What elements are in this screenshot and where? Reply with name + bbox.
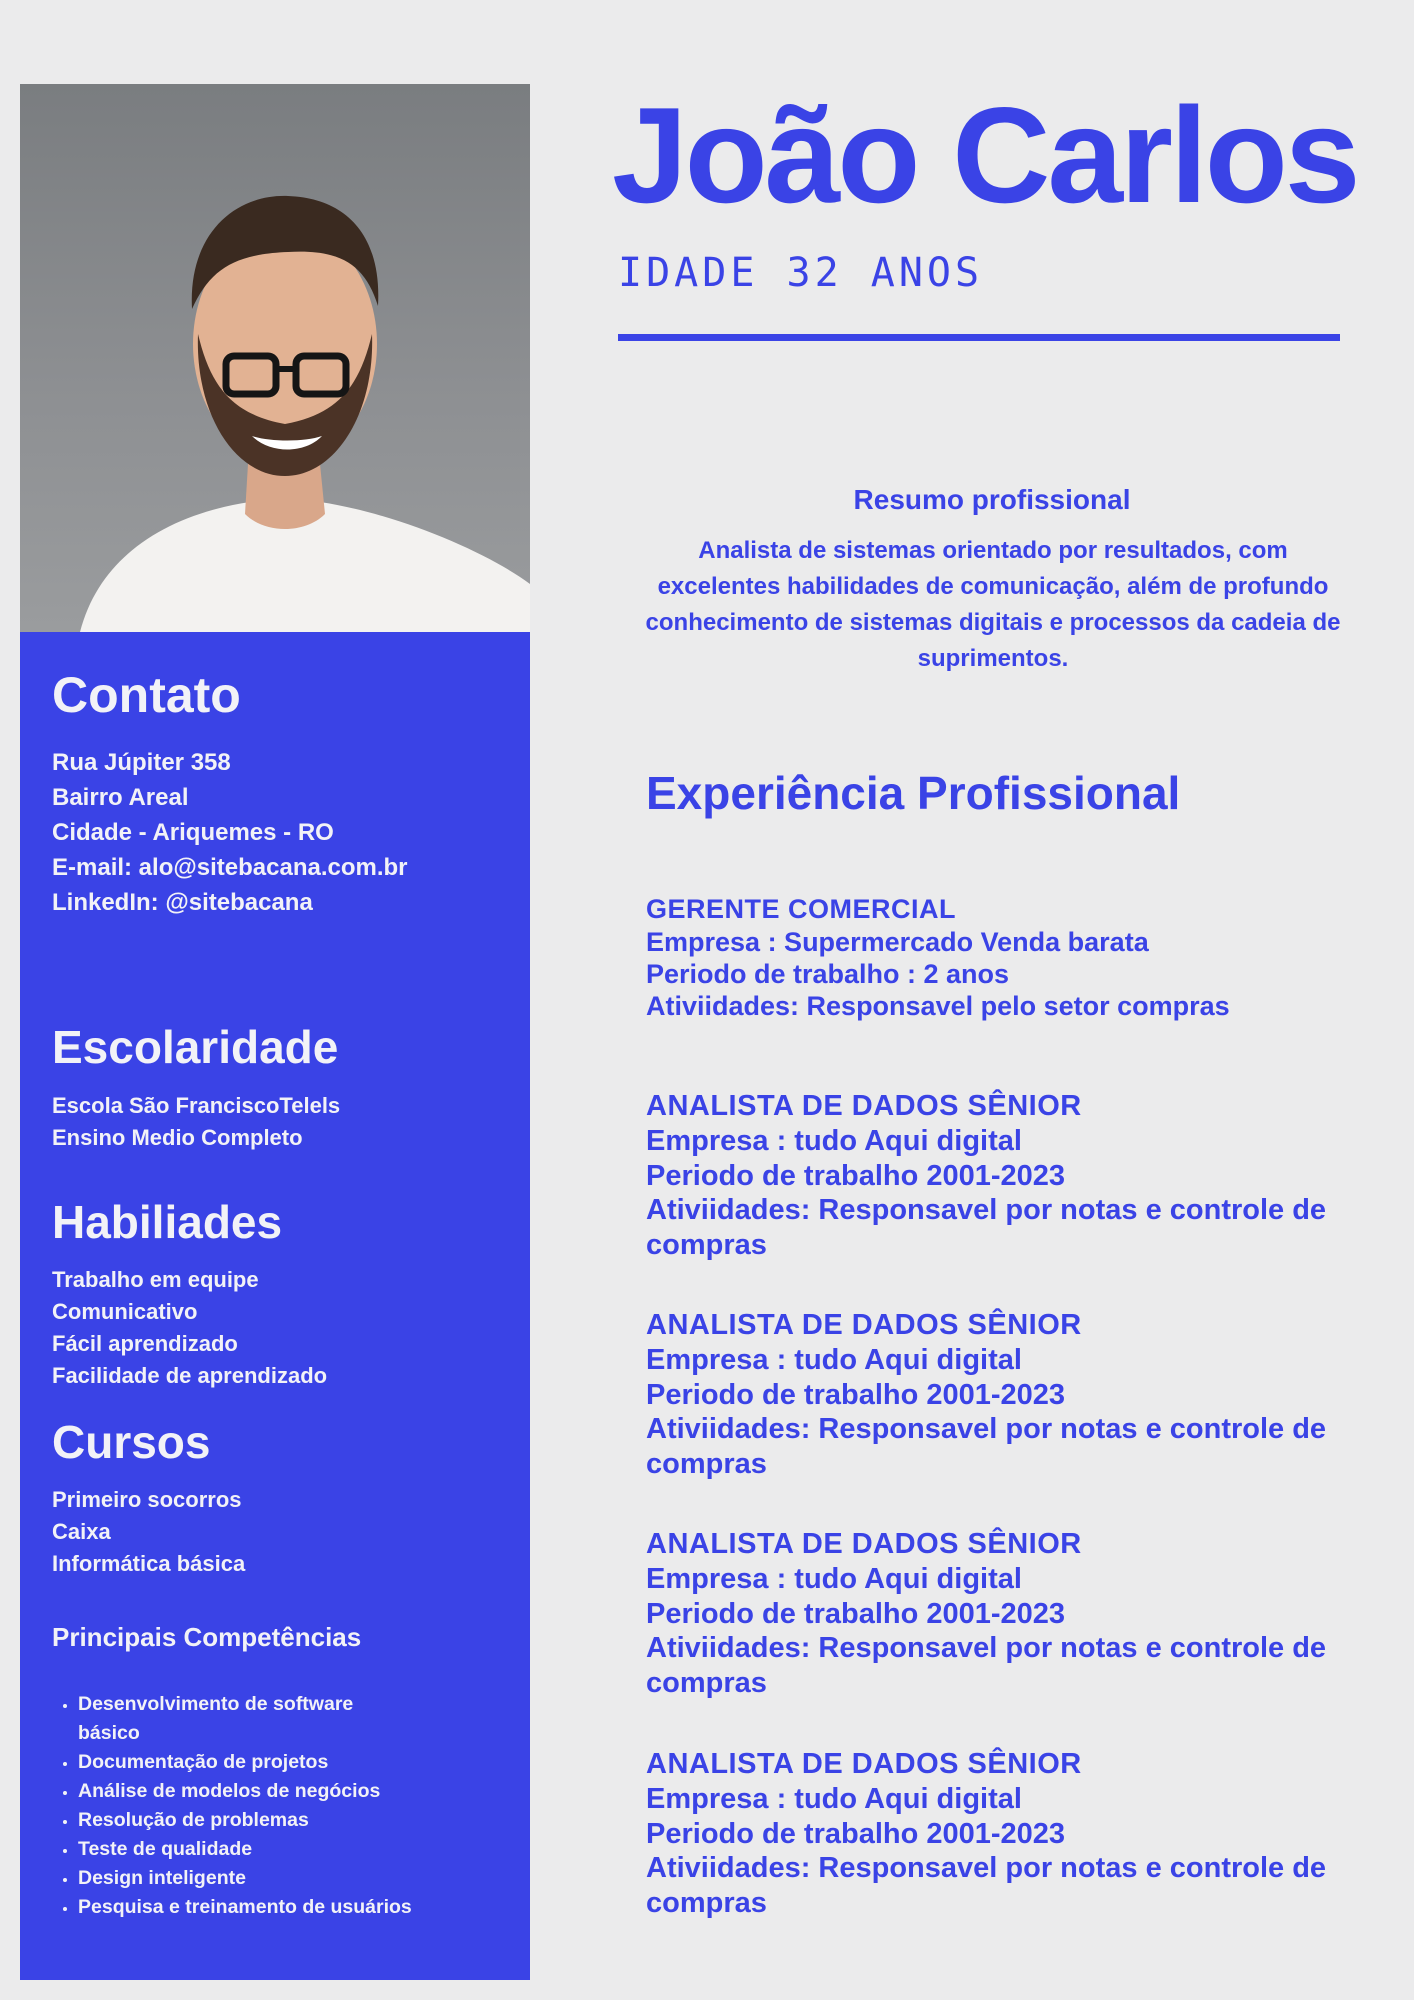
job-company: Empresa : tudo Aqui digital bbox=[646, 1563, 1022, 1595]
job-company: Empresa : tudo Aqui digital bbox=[646, 1344, 1022, 1376]
contact-neighborhood: Bairro Areal bbox=[52, 784, 189, 811]
competencies-heading: Principais Competências bbox=[52, 1622, 362, 1652]
competency-item: • Resolução de problemas bbox=[78, 1806, 418, 1835]
skill-item: Facilidade de aprendizado bbox=[52, 1363, 328, 1388]
experience-item bbox=[646, 1307, 1356, 1481]
job-company: Empresa : tudo Aqui digital bbox=[646, 1783, 1022, 1815]
summary-text: Analista de sistemas orientado por resultados, com excelentes habilidades de comunicação, além de profundo conhecimento de sistemas digitais e processos da cadeia de suprimentos. bbox=[645, 537, 1341, 672]
contact-linkedin[interactable]: LinkedIn: @sitebacana bbox=[52, 889, 313, 916]
education-school: Escola São FranciscoTelels bbox=[52, 1093, 341, 1118]
course-item: Primeiro socorros bbox=[52, 1487, 242, 1512]
competency-item: • Análise de modelos de negócios bbox=[78, 1777, 418, 1806]
courses-heading: Cursos bbox=[52, 1416, 211, 1468]
competency-item: • Design inteligente bbox=[78, 1864, 418, 1893]
skill-item: Comunicativo bbox=[52, 1299, 198, 1324]
competency-item: • Pesquisa e treinamento de usuários bbox=[78, 1893, 418, 1922]
job-role: ANALISTA DE DADOS SÊNIOR bbox=[646, 1748, 1082, 1780]
job-period: Periodo de trabalho : 2 anos bbox=[646, 959, 1010, 989]
contact-email[interactable]: E-mail: alo@sitebacana.com.br bbox=[52, 854, 408, 881]
experience-heading: Experiência Profissional bbox=[646, 767, 1181, 819]
competency-item: • Teste de qualidade bbox=[78, 1835, 418, 1864]
job-period: Periodo de trabalho 2001-2023 bbox=[646, 1378, 1066, 1411]
skill-item: Fácil aprendizado bbox=[52, 1331, 238, 1356]
job-activities: Ativiidades: Responsavel por notas e controle de compras bbox=[646, 1413, 1327, 1480]
competency-item: • Documentação de projetos bbox=[78, 1748, 418, 1777]
candidate-age: IDADE 32 ANOS bbox=[618, 250, 984, 296]
competency-item: • Desenvolvimento de software básico bbox=[78, 1690, 418, 1748]
job-period: Periodo de trabalho 2001-2023 bbox=[646, 1159, 1066, 1192]
skill-item: Trabalho em equipe bbox=[52, 1267, 259, 1292]
education-heading: Escolaridade bbox=[52, 1021, 339, 1073]
job-company: Empresa : tudo Aqui digital bbox=[646, 1125, 1022, 1157]
experience-item bbox=[646, 1746, 1356, 1920]
job-role: ANALISTA DE DADOS SÊNIOR bbox=[646, 1090, 1082, 1122]
contact-city: Cidade - Ariquemes - RO bbox=[52, 819, 334, 846]
job-activities: Ativiidades: Responsavel por notas e controle de compras bbox=[646, 1194, 1327, 1261]
job-role: ANALISTA DE DADOS SÊNIOR bbox=[646, 1309, 1082, 1341]
candidate-name: João Carlos bbox=[612, 79, 1358, 231]
job-activities: Ativiidades: Responsavel pelo setor compras bbox=[646, 991, 1230, 1021]
education-level: Ensino Medio Completo bbox=[52, 1125, 303, 1150]
course-item: Informática básica bbox=[52, 1551, 246, 1576]
job-activities: Ativiidades: Responsavel por notas e controle de compras bbox=[646, 1632, 1327, 1699]
header-divider bbox=[618, 334, 1340, 341]
summary-heading: Resumo profissional bbox=[853, 484, 1131, 515]
job-role: ANALISTA DE DADOS SÊNIOR bbox=[646, 1528, 1082, 1560]
job-activities: Ativiidades: Responsavel por notas e controle de compras bbox=[646, 1852, 1327, 1919]
job-period: Periodo de trabalho 2001-2023 bbox=[646, 1817, 1066, 1850]
course-item: Caixa bbox=[52, 1519, 111, 1544]
skills-heading: Habiliades bbox=[52, 1196, 283, 1248]
contact-heading: Contato bbox=[52, 667, 241, 723]
experience-item bbox=[646, 892, 1356, 1022]
contact-address: Rua Júpiter 358 bbox=[52, 749, 231, 776]
job-period: Periodo de trabalho 2001-2023 bbox=[646, 1597, 1066, 1630]
job-role: GERENTE COMERCIAL bbox=[646, 894, 957, 924]
experience-item bbox=[646, 1088, 1356, 1262]
job-company: Empresa : Supermercado Venda barata bbox=[646, 927, 1149, 957]
experience-item bbox=[646, 1526, 1356, 1700]
